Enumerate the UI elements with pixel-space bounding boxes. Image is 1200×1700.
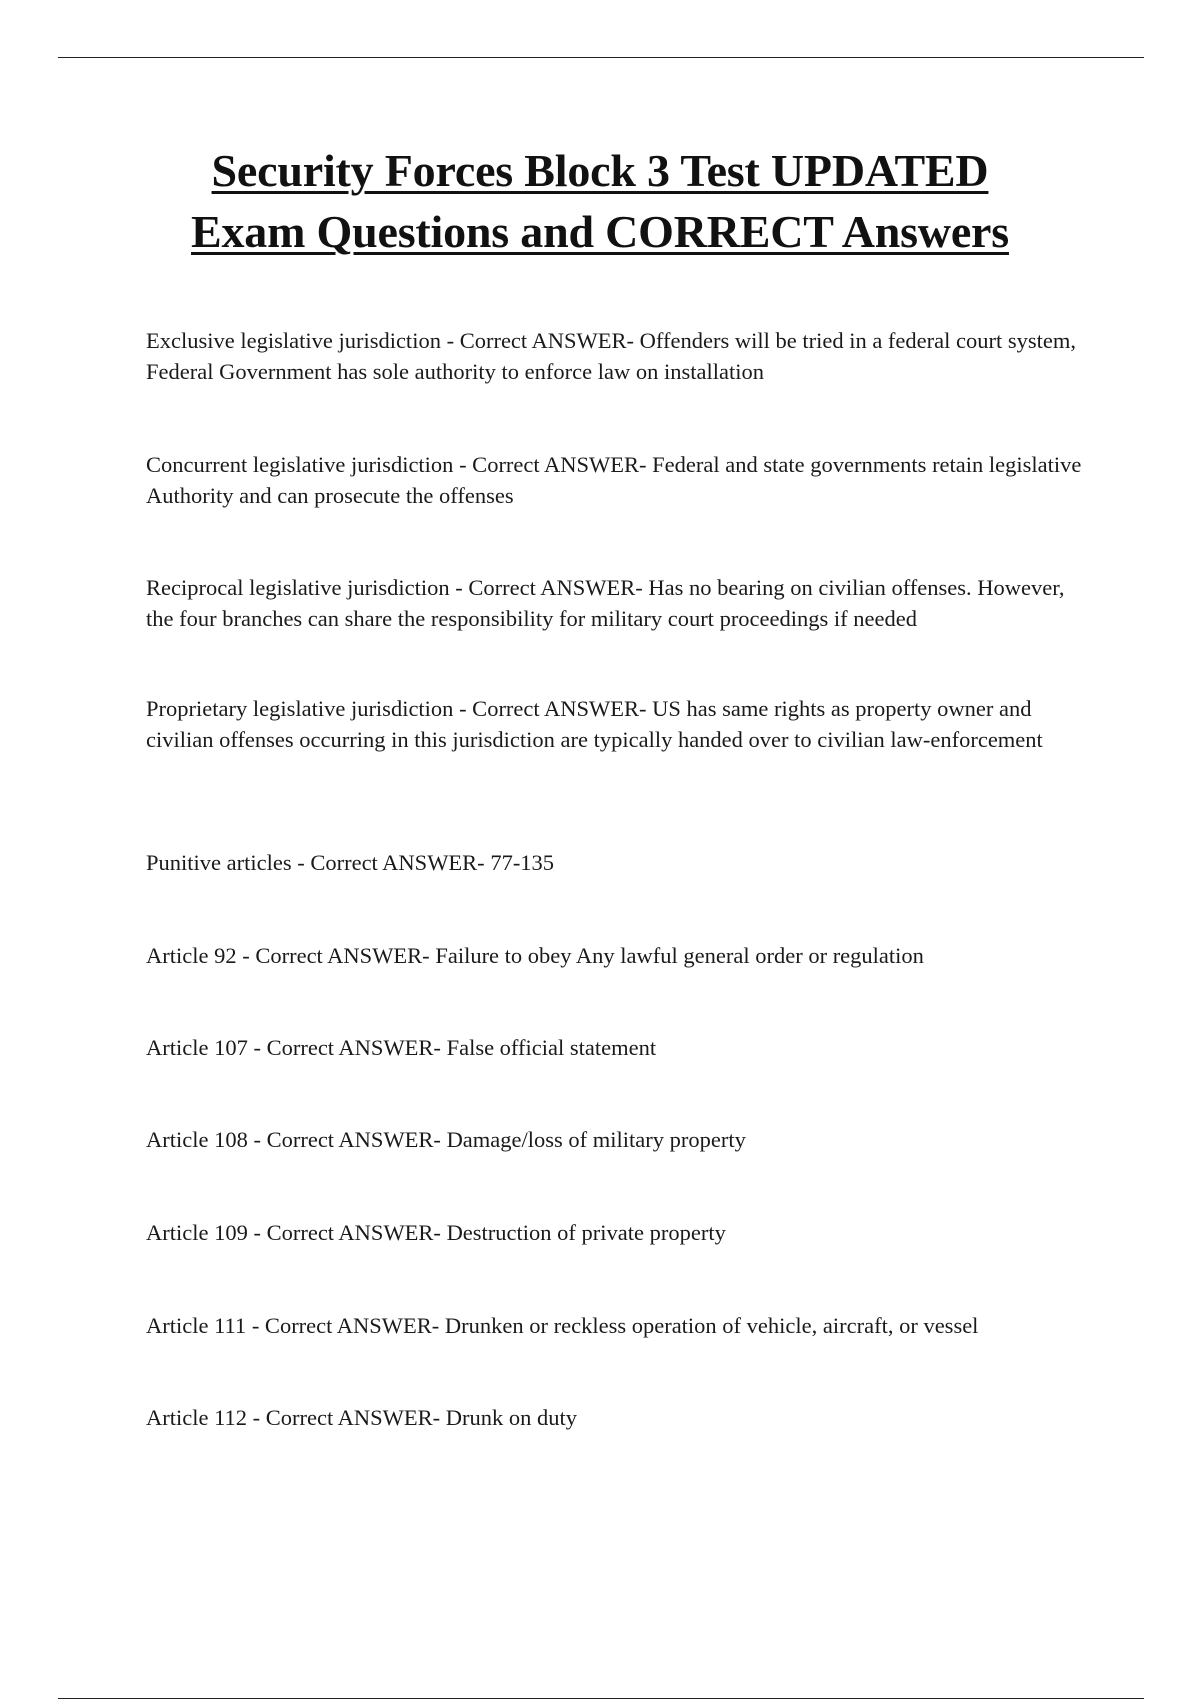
qa-term: Concurrent legislative jurisdiction bbox=[146, 452, 454, 477]
qa-entry bbox=[146, 1033, 1086, 1064]
qa-entry bbox=[146, 1311, 1086, 1342]
qa-entry bbox=[146, 848, 1086, 879]
qa-answer: Drunken or reckless operation of vehicle, aircraft, or vessel bbox=[444, 1313, 979, 1338]
qa-answer: Drunk on duty bbox=[445, 1405, 577, 1430]
qa-term: Proprietary legislative jurisdiction bbox=[146, 696, 454, 721]
qa-answer: Federal and state governments retain legislative Authority and can prosecute the offenses bbox=[146, 452, 1082, 508]
qa-separator: - Correct ANSWER- bbox=[291, 850, 491, 875]
qa-answer: 77-135 bbox=[490, 850, 555, 875]
qa-separator: - Correct ANSWER- bbox=[236, 943, 436, 968]
title-line-2: Exam Questions and CORRECT Answers bbox=[191, 206, 1009, 257]
qa-term: Article 92 bbox=[146, 943, 237, 968]
qa-answer: Has no bearing on civilian offenses. However, the four branches can share the responsibility for military court proceedings if needed bbox=[146, 575, 1065, 631]
qa-separator: - Correct ANSWER- bbox=[449, 575, 649, 600]
qa-answer: Failure to obey Any lawful general order or regulation bbox=[435, 943, 924, 968]
qa-entry bbox=[146, 1403, 1086, 1434]
qa-answer: US has same rights as property owner and civilian offenses occurring in this jurisdiction are typically handed over to civilian law-enforcement bbox=[146, 696, 1043, 752]
document-title bbox=[60, 140, 1140, 262]
qa-term: Punitive articles bbox=[146, 850, 292, 875]
qa-separator: - Correct ANSWER- bbox=[247, 1220, 447, 1245]
qa-answer: False official statement bbox=[446, 1035, 657, 1060]
qa-entry bbox=[146, 573, 1086, 634]
top-rule bbox=[58, 57, 1144, 58]
bottom-rule bbox=[58, 1698, 1144, 1699]
qa-entry bbox=[146, 1125, 1086, 1156]
qa-entry bbox=[146, 326, 1086, 387]
qa-term: Reciprocal legislative jurisdiction bbox=[146, 575, 450, 600]
qa-entry bbox=[146, 450, 1086, 511]
qa-separator: - Correct ANSWER- bbox=[247, 1035, 447, 1060]
qa-separator: - Correct ANSWER- bbox=[440, 328, 640, 353]
qa-entry bbox=[146, 1218, 1086, 1249]
qa-term: Exclusive legislative jurisdiction bbox=[146, 328, 441, 353]
qa-answer: Destruction of private property bbox=[446, 1220, 726, 1245]
qa-separator: - Correct ANSWER- bbox=[453, 696, 653, 721]
qa-answer: Damage/loss of military property bbox=[446, 1127, 746, 1152]
qa-separator: - Correct ANSWER- bbox=[247, 1127, 447, 1152]
qa-answer: Offenders will be tried in a federal court system, Federal Government has sole authority to enforce law on installation bbox=[146, 328, 1076, 384]
qa-term: Article 107 bbox=[146, 1035, 248, 1060]
qa-term: Article 109 bbox=[146, 1220, 248, 1245]
title-line-1: Security Forces Block 3 Test UPDATED bbox=[211, 145, 989, 196]
qa-term: Article 112 bbox=[146, 1405, 248, 1430]
qa-separator: - Correct ANSWER- bbox=[453, 452, 653, 477]
qa-separator: - Correct ANSWER- bbox=[246, 1313, 445, 1338]
qa-term: Article 108 bbox=[146, 1127, 248, 1152]
qa-entry bbox=[146, 694, 1086, 755]
qa-separator: - Correct ANSWER- bbox=[247, 1405, 446, 1430]
qa-entry bbox=[146, 941, 1086, 972]
qa-term: Article 111 bbox=[146, 1313, 247, 1338]
